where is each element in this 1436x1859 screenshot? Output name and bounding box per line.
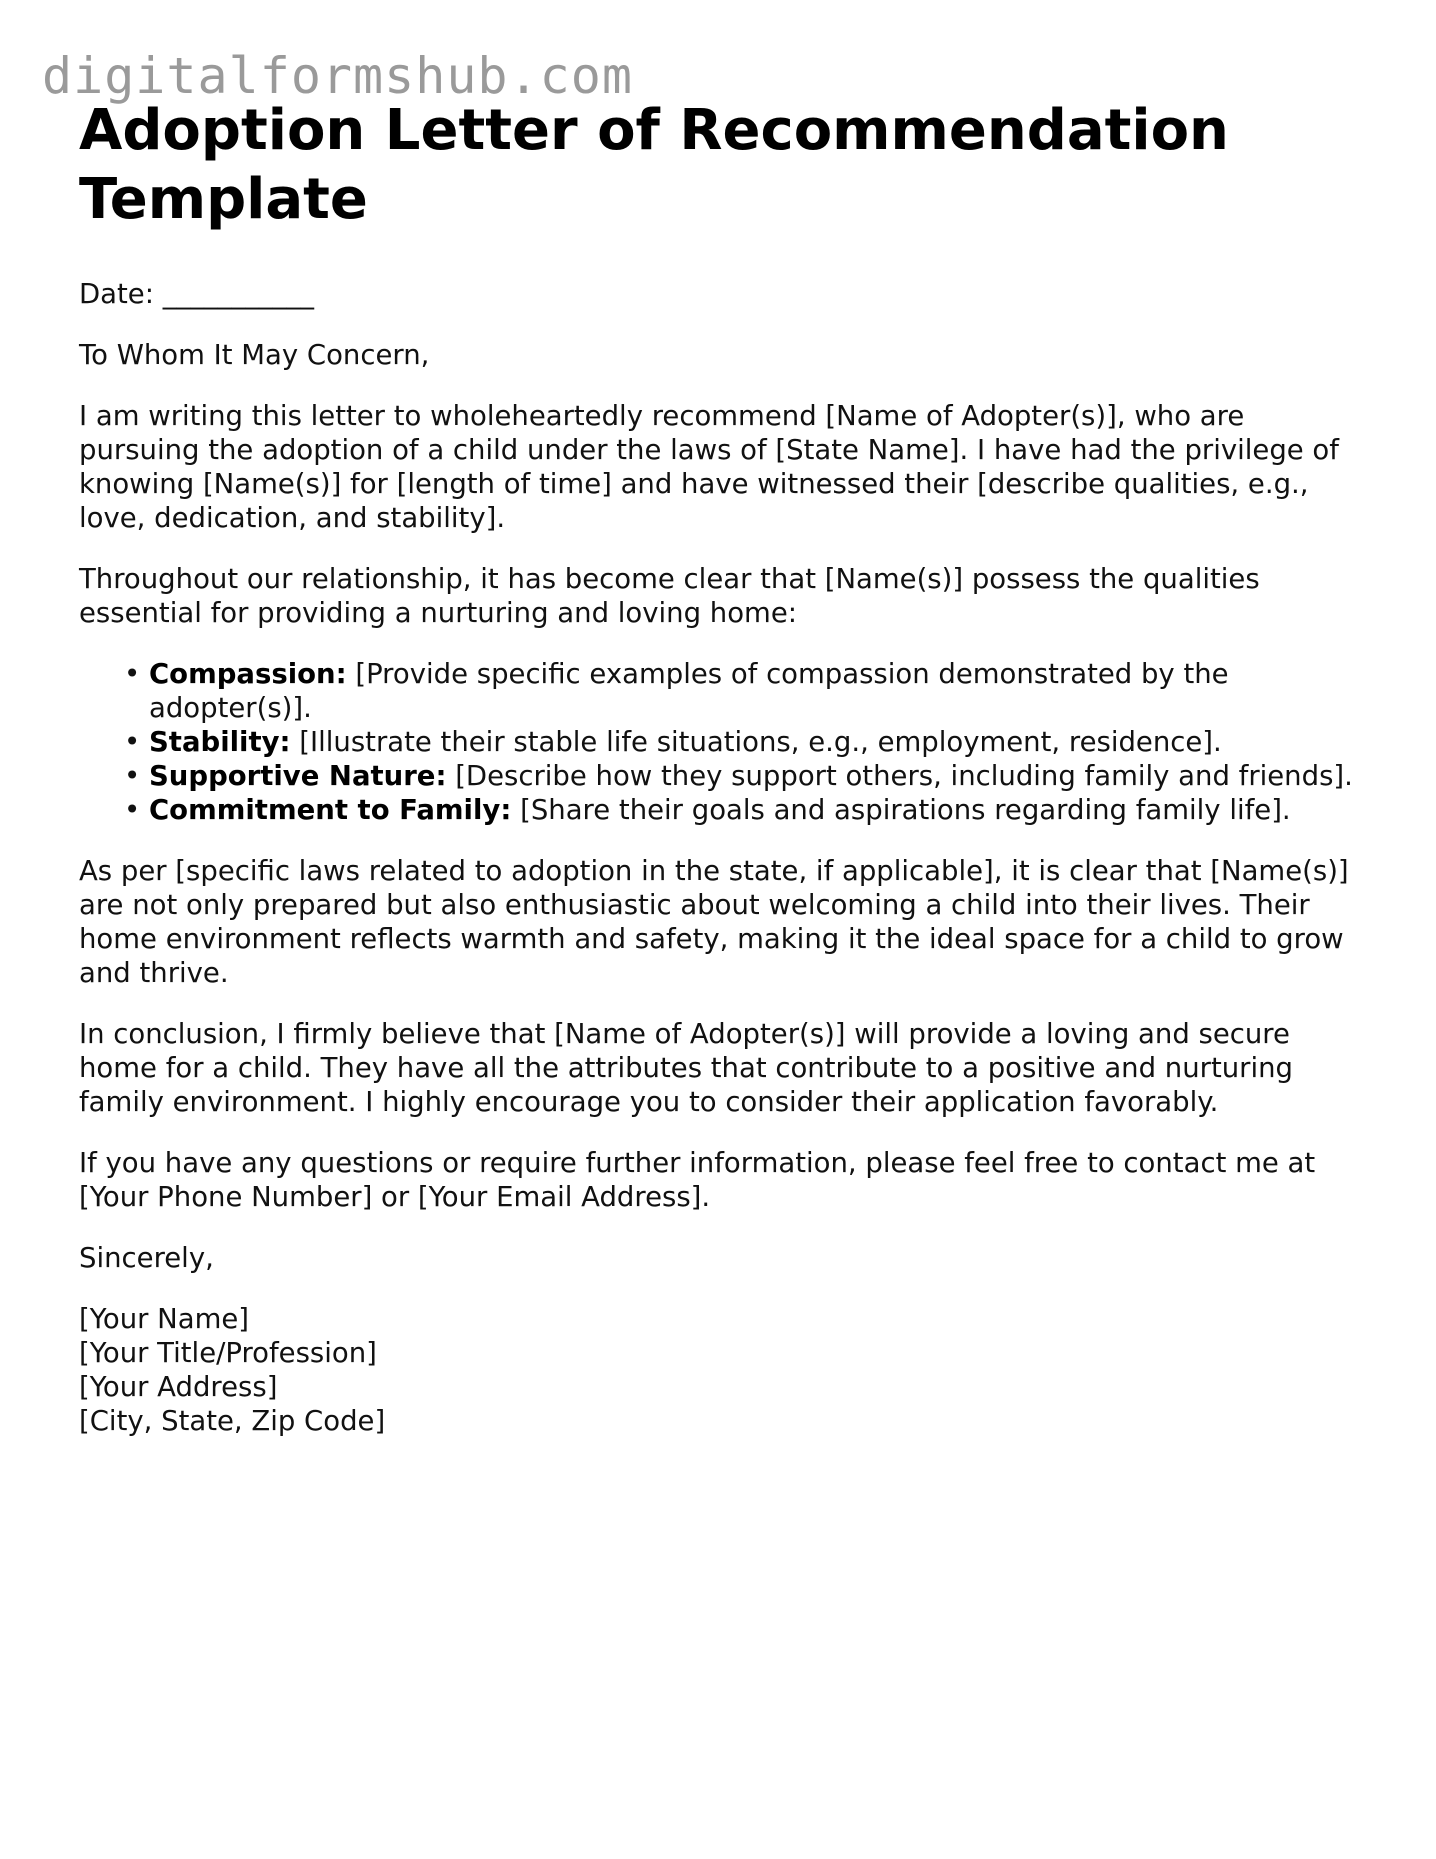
quality-label: Compassion:: [149, 658, 347, 690]
paragraph-intro: I am writing this letter to wholeheartedly recommend [Name of Adopter(s)], who are pursuing the adoption of a child under the laws of [State Name]. I have had the privilege of knowing [Name(s)] for [length of time] and have witnessed their [describe qualities, e.g., love, dedication, and stability].: [79, 400, 1339, 534]
list-item: [124, 793, 1369, 827]
watermark: digitalformshub.com: [42, 47, 633, 105]
quality-text: [Share their goals and aspirations regarding family life].: [511, 794, 1291, 826]
bullet-icon: •: [124, 794, 141, 826]
paragraph-contact: If you have any questions or require further information, please feel free to contact me at [Your Phone Number] or [Your Email Address].: [79, 1147, 1316, 1213]
quality-label: Commitment to Family:: [149, 794, 512, 826]
signature-name: [Your Name]: [79, 1303, 250, 1335]
list-item: [124, 657, 1369, 725]
letter-document: [79, 96, 1369, 1438]
date-line: Date: ___________: [79, 278, 314, 310]
bullet-icon: •: [124, 760, 141, 792]
quality-text: [Describe how they support others, including family and friends].: [446, 760, 1353, 792]
paragraph-qualities-intro: Throughout our relationship, it has become clear that [Name(s)] possess the qualities essential for providing a nurturing and loving home:: [79, 563, 1260, 629]
signature-block: [79, 1302, 1369, 1438]
bullet-icon: •: [124, 726, 141, 758]
page-title: Adoption Letter of Recommendation Template: [79, 98, 1229, 232]
letter-body: [79, 277, 1369, 1438]
list-item: [124, 759, 1369, 793]
signature-city-state-zip: [City, State, Zip Code]: [79, 1405, 386, 1437]
quality-label: Supportive Nature:: [149, 760, 447, 792]
salutation: To Whom It May Concern,: [79, 339, 430, 371]
list-item: [124, 725, 1369, 759]
closing: Sincerely,: [79, 1242, 214, 1274]
quality-label: Stability:: [149, 726, 291, 758]
paragraph-conclusion: In conclusion, I firmly believe that [Name of Adopter(s)] will provide a loving and secure home for a child. They have all the attributes that contribute to a positive and nurturing family environment. I highly encourage you to consider their application favorably.: [79, 1018, 1294, 1118]
quality-text: [Provide specific examples of compassion demonstrated by the adopter(s)].: [149, 658, 1229, 724]
quality-text: [Illustrate their stable life situations, e.g., employment, residence].: [290, 726, 1222, 758]
signature-title: [Your Title/Profession]: [79, 1337, 377, 1369]
signature-address: [Your Address]: [79, 1371, 278, 1403]
paragraph-laws: As per [specific laws related to adoption in the state, if applicable], it is clear that [Name(s)] are not only prepared but also enthusiastic about welcoming a child into their lives. Their home environment reflects warmth and safety, making it the ideal space for a child to grow and thrive.: [79, 855, 1349, 989]
bullet-icon: •: [124, 658, 141, 690]
qualities-list: [79, 657, 1369, 827]
